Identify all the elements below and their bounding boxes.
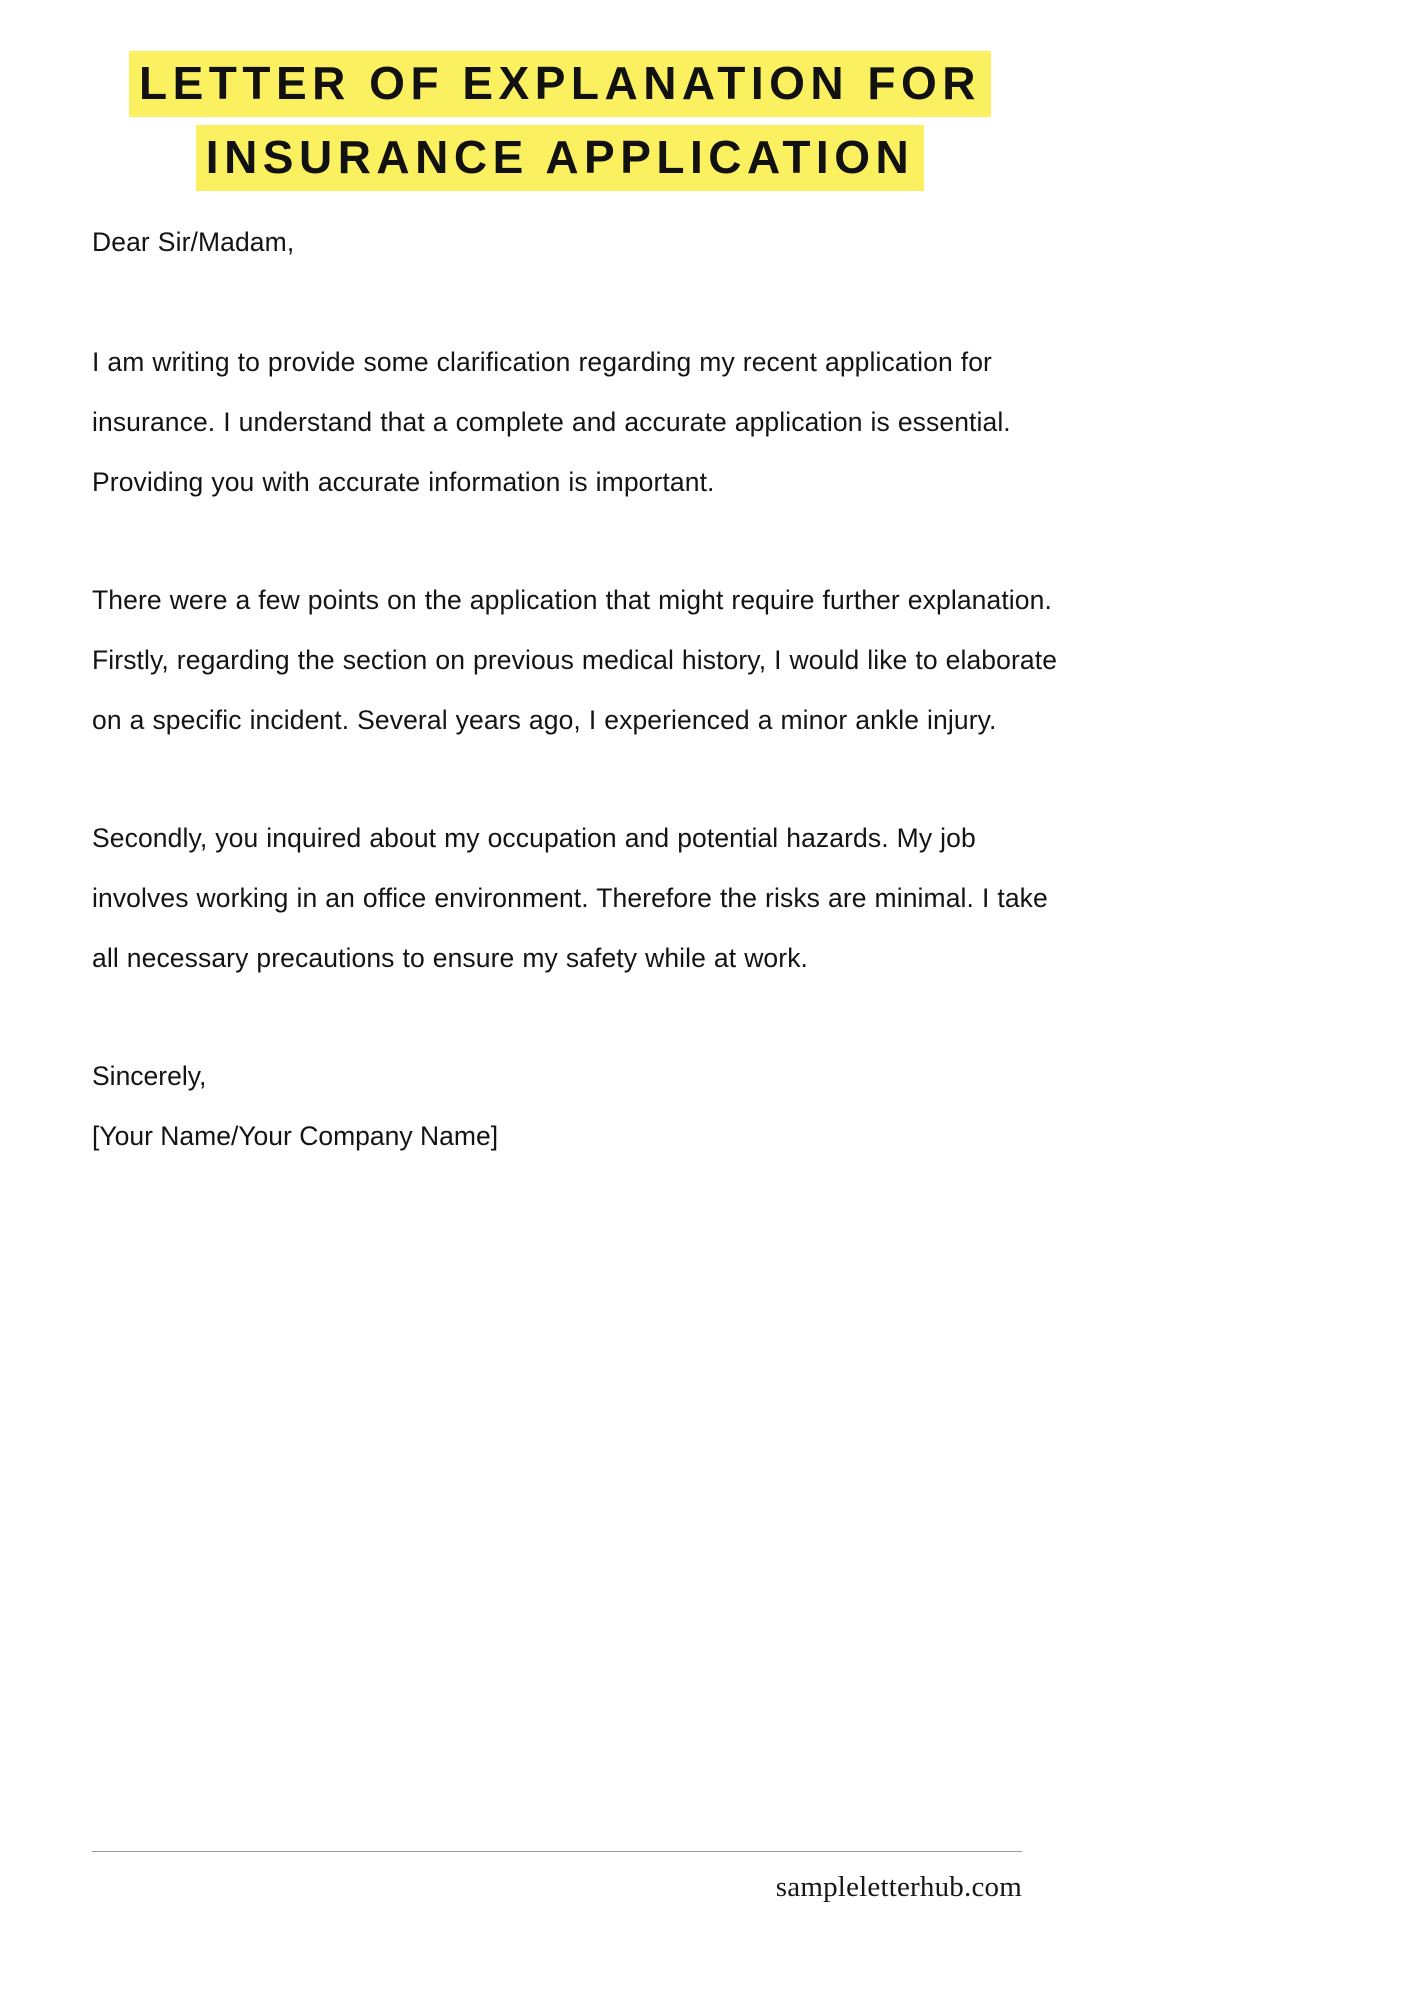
signature-placeholder: [Your Name/Your Company Name] [92, 1121, 499, 1151]
title-line-2 [0, 126, 1120, 200]
salutation: Dear Sir/Madam, [92, 227, 295, 257]
title-line-2-text: INSURANCE APPLICATION [196, 125, 924, 191]
page-title [0, 52, 1120, 200]
letter-body [92, 212, 1062, 1166]
spacer [92, 272, 1062, 332]
title-line-1-text: LETTER OF EXPLANATION FOR [129, 51, 991, 117]
footer-divider [92, 1851, 1022, 1852]
closing-salutation: Sincerely, [92, 1061, 207, 1091]
body-paragraph-2: There were a few points on the application that might require further explanation. Firstly, regarding the section on previous medical history, I would like to elaborate on a specific incident. Several years ago, I experienced a minor ankle injury. [92, 585, 1058, 735]
footer-website: sampleletterhub.com [775, 1871, 1022, 1903]
body-paragraph-1: I am writing to provide some clarification regarding my recent application for insurance. I understand that a complete and accurate application is essential. Providing you with accurate information is important. [92, 347, 1011, 497]
spacer [92, 988, 1062, 1046]
spacer [92, 512, 1062, 570]
body-paragraph-3: Secondly, you inquired about my occupation and potential hazards. My job involves working in an office environment. Therefore the risks are minimal. I take all necessary precautions to ensure my safety while at work. [92, 823, 1048, 973]
spacer [92, 750, 1062, 808]
title-line-1 [0, 52, 1120, 126]
